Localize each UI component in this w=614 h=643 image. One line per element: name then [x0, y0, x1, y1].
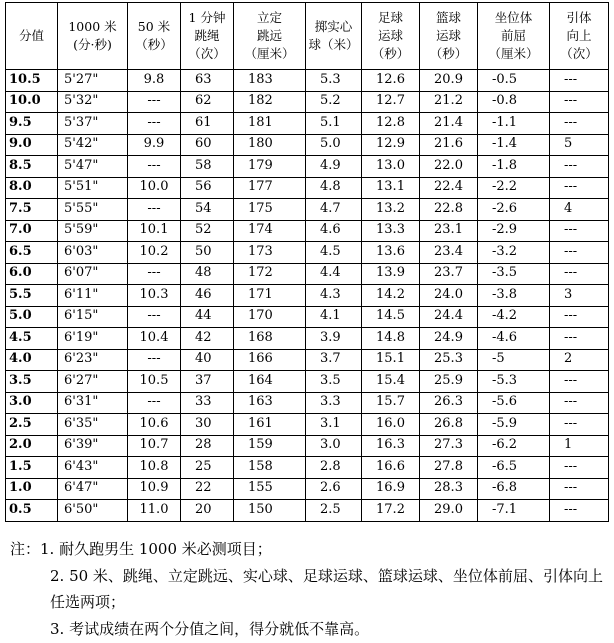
table-row — [6, 414, 609, 436]
header-basketball — [420, 3, 478, 70]
table-cell: 6'23" — [58, 349, 128, 371]
table-cell: 27.8 — [420, 457, 478, 479]
table-cell: 27.3 — [420, 435, 478, 457]
table-cell: 158 — [234, 457, 306, 479]
score-value-cell: 4.0 — [6, 349, 58, 371]
header-shot-ball — [306, 3, 362, 70]
table-cell: -1.4 — [478, 134, 550, 156]
table-cell: 20 — [181, 500, 234, 522]
table-cell: 9.9 — [128, 134, 181, 156]
table-cell: 10.6 — [128, 414, 181, 436]
table-cell: 182 — [234, 91, 306, 113]
table-cell: 63 — [181, 70, 234, 92]
table-row — [6, 285, 609, 307]
table-cell: 6'19" — [58, 328, 128, 350]
table-row — [6, 435, 609, 457]
table-cell: 4 — [550, 199, 609, 221]
table-cell: 5.1 — [306, 113, 362, 135]
table-cell: 4.8 — [306, 177, 362, 199]
table-cell: -1.8 — [478, 156, 550, 178]
table-cell: 50 — [181, 242, 234, 264]
table-cell: --- — [550, 177, 609, 199]
table-row — [6, 134, 609, 156]
table-cell: 24.0 — [420, 285, 478, 307]
table-cell: 3.1 — [306, 414, 362, 436]
table-row — [6, 263, 609, 285]
score-value-cell: 6.0 — [6, 263, 58, 285]
table-cell: 30 — [181, 414, 234, 436]
table-cell: 6'07" — [58, 263, 128, 285]
table-cell: -6.8 — [478, 478, 550, 500]
header-sit-reach-text: 坐位体 前屈 （厘米） — [488, 9, 539, 62]
table-cell: --- — [128, 113, 181, 135]
table-cell: 16.0 — [362, 414, 420, 436]
table-cell: 37 — [181, 371, 234, 393]
table-cell: 10.9 — [128, 478, 181, 500]
table-row — [6, 478, 609, 500]
table-cell: 16.6 — [362, 457, 420, 479]
table-cell: 61 — [181, 113, 234, 135]
table-row — [6, 70, 609, 92]
table-cell: 10.2 — [128, 242, 181, 264]
table-cell: 25.3 — [420, 349, 478, 371]
table-row — [6, 199, 609, 221]
header-pull-up-text: 引体 向上 （次） — [560, 9, 598, 62]
table-cell: 11.0 — [128, 500, 181, 522]
table-cell: --- — [550, 500, 609, 522]
header-football — [362, 3, 420, 70]
score-value-cell: 5.5 — [6, 285, 58, 307]
table-row — [6, 328, 609, 350]
header-rope — [181, 3, 234, 70]
score-value-cell: 4.5 — [6, 328, 58, 350]
table-cell: -5.6 — [478, 392, 550, 414]
table-cell: 23.7 — [420, 263, 478, 285]
table-row — [6, 371, 609, 393]
table-cell: 46 — [181, 285, 234, 307]
table-cell: 6'31" — [58, 392, 128, 414]
score-value-cell: 0.5 — [6, 500, 58, 522]
table-cell: --- — [128, 392, 181, 414]
table-cell: --- — [128, 199, 181, 221]
table-cell: 10.0 — [128, 177, 181, 199]
table-cell: 10.8 — [128, 457, 181, 479]
table-cell: --- — [550, 220, 609, 242]
table-cell: 183 — [234, 70, 306, 92]
table-cell: 12.9 — [362, 134, 420, 156]
table-cell: 173 — [234, 242, 306, 264]
table-cell: 4.3 — [306, 285, 362, 307]
table-cell: --- — [550, 457, 609, 479]
table-cell: 155 — [234, 478, 306, 500]
table-cell: 164 — [234, 371, 306, 393]
header-pull-up — [550, 3, 609, 70]
table-cell: 172 — [234, 263, 306, 285]
table-cell: 166 — [234, 349, 306, 371]
table-cell: 14.5 — [362, 306, 420, 328]
table-cell: 5.3 — [306, 70, 362, 92]
notes-section — [10, 536, 608, 642]
table-cell: 15.4 — [362, 371, 420, 393]
table-row — [6, 500, 609, 522]
score-value-cell: 9.5 — [6, 113, 58, 135]
table-cell: -5.9 — [478, 414, 550, 436]
table-cell: --- — [128, 306, 181, 328]
table-cell: 9.8 — [128, 70, 181, 92]
table-cell: 5'47" — [58, 156, 128, 178]
score-value-cell: 6.5 — [6, 242, 58, 264]
table-cell: 26.8 — [420, 414, 478, 436]
table-cell: -6.2 — [478, 435, 550, 457]
table-cell: 21.4 — [420, 113, 478, 135]
table-cell: 179 — [234, 156, 306, 178]
table-cell: -2.2 — [478, 177, 550, 199]
header-long-jump — [234, 3, 306, 70]
table-cell: 22.0 — [420, 156, 478, 178]
score-value-cell: 3.0 — [6, 392, 58, 414]
note-1: 注：1. 耐久跑男生 1000 米必测项目； — [10, 540, 272, 558]
table-row — [6, 113, 609, 135]
table-cell: 14.8 — [362, 328, 420, 350]
header-basketball-text: 篮球 运球 （秒） — [429, 9, 468, 62]
table-cell: 3 — [550, 285, 609, 307]
table-cell: --- — [128, 349, 181, 371]
table-row — [6, 177, 609, 199]
header-rope-text: 1 分钟 跳绳 （次） — [188, 9, 226, 62]
header-50m — [128, 3, 181, 70]
table-cell: 10.3 — [128, 285, 181, 307]
table-cell: -4.2 — [478, 306, 550, 328]
table-cell: 12.8 — [362, 113, 420, 135]
table-cell: 174 — [234, 220, 306, 242]
table-cell: --- — [550, 156, 609, 178]
table-cell: -0.8 — [478, 91, 550, 113]
table-cell: 6'47" — [58, 478, 128, 500]
table-cell: 2.5 — [306, 500, 362, 522]
table-cell: 13.6 — [362, 242, 420, 264]
table-cell: 24.9 — [420, 328, 478, 350]
table-cell: 3.5 — [306, 371, 362, 393]
score-value-cell: 1.0 — [6, 478, 58, 500]
table-cell: 6'50" — [58, 500, 128, 522]
table-cell: 2.6 — [306, 478, 362, 500]
table-cell: 5'59" — [58, 220, 128, 242]
table-cell: 16.3 — [362, 435, 420, 457]
table-cell: 5'27" — [58, 70, 128, 92]
table-cell: 4.6 — [306, 220, 362, 242]
table-cell: --- — [550, 242, 609, 264]
table-cell: 1 — [550, 435, 609, 457]
table-cell: 3.0 — [306, 435, 362, 457]
table-cell: 161 — [234, 414, 306, 436]
table-header-row — [6, 3, 609, 70]
table-cell: 150 — [234, 500, 306, 522]
table-row — [6, 220, 609, 242]
table-cell: 29.0 — [420, 500, 478, 522]
table-cell: 48 — [181, 263, 234, 285]
table-row — [6, 392, 609, 414]
table-cell: --- — [550, 91, 609, 113]
table-cell: 6'35" — [58, 414, 128, 436]
table-cell: 159 — [234, 435, 306, 457]
table-cell: 13.2 — [362, 199, 420, 221]
table-cell: -5.3 — [478, 371, 550, 393]
table-cell: 4.5 — [306, 242, 362, 264]
header-1000m — [58, 3, 128, 70]
table-cell: 52 — [181, 220, 234, 242]
table-cell: 180 — [234, 134, 306, 156]
table-cell: 10.4 — [128, 328, 181, 350]
score-value-cell: 10.0 — [6, 91, 58, 113]
table-cell: 4.9 — [306, 156, 362, 178]
note-3: 3. 考试成绩在两个分值之间，得分就低不靠高。 — [50, 619, 370, 638]
table-row — [6, 349, 609, 371]
table-cell: --- — [128, 156, 181, 178]
table-cell: -2.9 — [478, 220, 550, 242]
header-50m-text: 50 米 （秒） — [135, 18, 173, 52]
table-cell: 21.6 — [420, 134, 478, 156]
table-cell: 175 — [234, 199, 306, 221]
table-cell: --- — [128, 263, 181, 285]
table-cell: 54 — [181, 199, 234, 221]
table-cell: --- — [550, 328, 609, 350]
table-cell: 6'27" — [58, 371, 128, 393]
table-cell: 10.7 — [128, 435, 181, 457]
header-shot-ball-text: 掷实心 球（米） — [308, 18, 359, 52]
table-cell: 16.9 — [362, 478, 420, 500]
table-cell: 15.1 — [362, 349, 420, 371]
table-cell: -4.6 — [478, 328, 550, 350]
table-cell: 40 — [181, 349, 234, 371]
table-cell: 4.7 — [306, 199, 362, 221]
table-cell: 42 — [181, 328, 234, 350]
table-cell: 28 — [181, 435, 234, 457]
header-football-text: 足球 运球 （秒） — [371, 9, 410, 62]
table-cell: 58 — [181, 156, 234, 178]
score-value-cell: 2.5 — [6, 414, 58, 436]
table-cell: 170 — [234, 306, 306, 328]
table-cell: 4.1 — [306, 306, 362, 328]
table-cell: 13.0 — [362, 156, 420, 178]
score-value-cell: 9.0 — [6, 134, 58, 156]
score-value-cell: 8.0 — [6, 177, 58, 199]
table-cell: 6'15" — [58, 306, 128, 328]
table-cell: -5 — [478, 349, 550, 371]
score-value-cell: 7.0 — [6, 220, 58, 242]
table-cell: --- — [550, 306, 609, 328]
table-cell: 17.2 — [362, 500, 420, 522]
header-sit-reach — [478, 3, 550, 70]
table-cell: 177 — [234, 177, 306, 199]
table-cell: -2.6 — [478, 199, 550, 221]
table-cell: 6'43" — [58, 457, 128, 479]
table-cell: 10.5 — [128, 371, 181, 393]
table-cell: 2.8 — [306, 457, 362, 479]
table-cell: 22.4 — [420, 177, 478, 199]
table-cell: 3.3 — [306, 392, 362, 414]
table-cell: 6'39" — [58, 435, 128, 457]
table-row — [6, 306, 609, 328]
table-cell: 26.3 — [420, 392, 478, 414]
table-cell: 33 — [181, 392, 234, 414]
table-cell: 12.7 — [362, 91, 420, 113]
table-cell: 15.7 — [362, 392, 420, 414]
table-cell: 171 — [234, 285, 306, 307]
table-cell: -7.1 — [478, 500, 550, 522]
table-cell: 168 — [234, 328, 306, 350]
header-score: 分值 — [6, 3, 58, 70]
score-value-cell: 10.5 — [6, 70, 58, 92]
table-cell: --- — [550, 263, 609, 285]
table-row — [6, 156, 609, 178]
table-cell: 23.1 — [420, 220, 478, 242]
table-row — [6, 91, 609, 113]
table-cell: --- — [128, 91, 181, 113]
table-cell: 181 — [234, 113, 306, 135]
score-value-cell: 3.5 — [6, 371, 58, 393]
table-cell: 21.2 — [420, 91, 478, 113]
score-value-cell: 5.0 — [6, 306, 58, 328]
table-cell: 20.9 — [420, 70, 478, 92]
table-cell: 5'51" — [58, 177, 128, 199]
table-cell: -3.8 — [478, 285, 550, 307]
table-cell: 25 — [181, 457, 234, 479]
header-1000m-text: 1000 米 (分·秒) — [68, 18, 117, 52]
table-cell: 5.2 — [306, 91, 362, 113]
table-cell: 44 — [181, 306, 234, 328]
table-cell: 5'42" — [58, 134, 128, 156]
table-cell: -1.1 — [478, 113, 550, 135]
table-cell: 4.4 — [306, 263, 362, 285]
table-cell: --- — [550, 392, 609, 414]
table-cell: -3.2 — [478, 242, 550, 264]
score-value-cell: 7.5 — [6, 199, 58, 221]
table-cell: --- — [550, 113, 609, 135]
table-cell: --- — [550, 70, 609, 92]
table-cell: 5'32" — [58, 91, 128, 113]
table-row — [6, 242, 609, 264]
table-cell: 6'11" — [58, 285, 128, 307]
header-long-jump-text: 立定 跳远 （厘米） — [244, 9, 295, 62]
table-cell: 24.4 — [420, 306, 478, 328]
score-value-cell: 1.5 — [6, 457, 58, 479]
table-cell: -0.5 — [478, 70, 550, 92]
table-body — [6, 70, 609, 522]
table-cell: 22 — [181, 478, 234, 500]
table-cell: --- — [550, 371, 609, 393]
table-cell: 62 — [181, 91, 234, 113]
table-cell: 14.2 — [362, 285, 420, 307]
table-cell: --- — [550, 478, 609, 500]
score-value-cell: 8.5 — [6, 156, 58, 178]
table-cell: 3.9 — [306, 328, 362, 350]
note-2: 2. 50 米、跳绳、立定跳远、实心球、足球运球、篮球运球、坐位体前屈、引体向上任选两项； — [50, 566, 603, 611]
table-cell: 2 — [550, 349, 609, 371]
score-table — [5, 2, 609, 522]
table-cell: -6.5 — [478, 457, 550, 479]
table-cell: 5.0 — [306, 134, 362, 156]
table-row — [6, 457, 609, 479]
table-cell: 25.9 — [420, 371, 478, 393]
table-cell: 3.7 — [306, 349, 362, 371]
table-cell: -3.5 — [478, 263, 550, 285]
table-cell: 5 — [550, 134, 609, 156]
score-value-cell: 2.0 — [6, 435, 58, 457]
table-cell: 22.8 — [420, 199, 478, 221]
table-cell: 5'55" — [58, 199, 128, 221]
table-cell: 28.3 — [420, 478, 478, 500]
table-cell: 13.9 — [362, 263, 420, 285]
table-cell: 56 — [181, 177, 234, 199]
table-cell: 10.1 — [128, 220, 181, 242]
table-cell: 13.3 — [362, 220, 420, 242]
table-cell: 13.1 — [362, 177, 420, 199]
table-cell: 163 — [234, 392, 306, 414]
table-cell: 6'03" — [58, 242, 128, 264]
table-cell: 5'37" — [58, 113, 128, 135]
table-cell: --- — [550, 414, 609, 436]
table-cell: 23.4 — [420, 242, 478, 264]
table-cell: 60 — [181, 134, 234, 156]
table-cell: 12.6 — [362, 70, 420, 92]
